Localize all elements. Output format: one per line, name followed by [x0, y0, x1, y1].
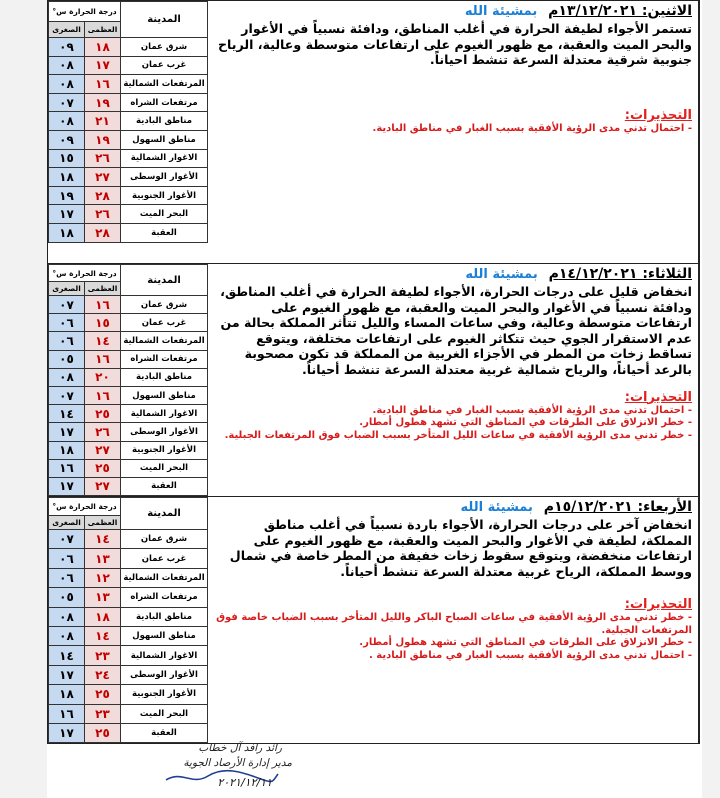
- max-temp: ٢٣: [85, 646, 121, 665]
- max-temp: ١٦: [85, 386, 121, 404]
- min-temp: ٠٦: [49, 549, 85, 568]
- max-temp: ١٩: [85, 93, 121, 112]
- warnings-title: التحذيرات:: [624, 597, 692, 613]
- city-name: الأغوار الجنوبية: [121, 186, 208, 205]
- max-temp: ٢٥: [85, 723, 121, 742]
- temperature-table: [48, 264, 208, 496]
- temperature-table: [48, 497, 208, 743]
- min-temp: ٠٨: [49, 75, 85, 94]
- max-temp: ٢٨: [85, 186, 121, 205]
- min-temp: ٠٦: [49, 568, 85, 587]
- day-forecast-text: [210, 264, 699, 496]
- warning-item: - احتمال تدني مدى الرؤية الأفقية بسبب الغبار في مناطق البادية.: [372, 404, 692, 416]
- max-temp: ١٨: [85, 607, 121, 626]
- max-temp: ٢٥: [85, 459, 121, 477]
- min-temp: ٠٦: [49, 332, 85, 350]
- city-name: العقبة: [121, 477, 208, 495]
- city-name: مناطق البادية: [121, 607, 208, 626]
- warning-item: - خطر الانزلاق على الطرقات في المناطق التي تشهد هطول أمطار.: [359, 637, 692, 649]
- min-temp: ١٥: [49, 149, 85, 168]
- min-temp: ١٧: [49, 423, 85, 441]
- city-name: مرتفعات الشراه: [121, 588, 208, 607]
- min-temp: ١٨: [49, 685, 85, 704]
- day-block-wednesday: [47, 496, 700, 744]
- signature-date: ٢٠٢١/١٢/١١: [217, 776, 272, 789]
- warning-item: - خطر الانزلاق على الطرقات في المناطق التي تشهد هطول أمطار.: [359, 417, 692, 429]
- city-name: الاغوار الشمالية: [121, 405, 208, 423]
- day-heading: [216, 266, 692, 283]
- forecast-paragraph: انخفاض آخر على درجات الحرارة، الأجواء باردة نسبياً في أغلب مناطق المملكة، لطيفة في الأغوار والبحر الميت والعقبة، مع ظهور الغيوم على ارتفاعات منخفضة، ويتوقع سقوط زخات خفيفة من المطر خاصة في شمال ووسط المملكة، الرياح غربية معتدلة السرعة تنشط أحياناً.: [229, 517, 692, 579]
- min-temp: ٠٧: [49, 93, 85, 112]
- blessing-text: بمشيئة الله: [464, 4, 538, 19]
- min-temp: ٠٥: [49, 588, 85, 607]
- min-temp: ١٤: [49, 646, 85, 665]
- max-temp: ٢٥: [85, 405, 121, 423]
- city-name: الأغوار الجنوبية: [121, 441, 208, 459]
- temperature-table-wrap: [48, 1, 210, 263]
- day-heading: [216, 3, 692, 20]
- day-forecast-text: [210, 497, 699, 743]
- city-name: غرب عمان: [121, 549, 208, 568]
- max-temp: ٢٧: [85, 168, 121, 187]
- min-temp: ١٤: [49, 405, 85, 423]
- city-header: المدينة: [121, 2, 208, 38]
- city-name: غرب عمان: [121, 314, 208, 332]
- city-name: مناطق السهول: [121, 130, 208, 149]
- temperature-table-wrap: [48, 264, 210, 496]
- min-temp: ١٨: [49, 223, 85, 242]
- max-temp: ١٦: [85, 75, 121, 94]
- min-temp: ٠٥: [49, 350, 85, 368]
- max-temp: ٢٠: [85, 368, 121, 386]
- day-forecast-text: [210, 1, 699, 263]
- max-header: العظمى: [85, 282, 121, 296]
- warnings-title: التحذيرات:: [624, 389, 692, 405]
- min-temp: ٠٩: [49, 130, 85, 149]
- signature-block: [97, 742, 337, 798]
- max-temp: ١٦: [85, 296, 121, 314]
- day-title: الاثنين: ١٣/١٢/٢٠٢١م: [548, 3, 692, 19]
- day-block-monday: [47, 0, 700, 264]
- city-header: المدينة: [121, 498, 208, 530]
- forecast-paragraph: تستمر الأجواء لطيفة الحرارة في أغلب المناطق، ودافئة نسبياً في الأغوار والبحر الميت والعقبة، مع ظهور الغيوم على ارتفاعات متوسطة وعالية، الرياح جنوبية شرقية معتدلة السرعة تنشط احياناً.: [217, 21, 692, 68]
- max-temp: ١٩: [85, 130, 121, 149]
- max-temp: ١٨: [85, 38, 121, 57]
- city-name: العقبة: [121, 223, 208, 242]
- max-temp: ٢٦: [85, 423, 121, 441]
- day-title: الأربعاء: ١٥/١٢/٢٠٢١م: [543, 499, 692, 515]
- city-name: الأغوار الجنوبية: [121, 685, 208, 704]
- max-temp: ٢٧: [85, 441, 121, 459]
- max-temp: ٢٤: [85, 665, 121, 684]
- max-header: العظمى: [85, 22, 121, 38]
- warnings-list: [216, 612, 692, 662]
- city-name: الأغوار الوسطى: [121, 168, 208, 187]
- temperature-header: درجة الحرارة س°: [49, 2, 121, 22]
- city-name: شرق عمان: [121, 38, 208, 57]
- city-name: مناطق البادية: [121, 112, 208, 131]
- forecast-paragraph: انخفاض قليل على درجات الحرارة، الأجواء لطيفة الحرارة في أغلب المناطق، ودافئة نسبياً في الأغوار والبحر الميت والعقبة، مع ظهور الغيوم على ارتفاعات متوسطة وعالية، وفي ساعات المساء والليل تتأثر المملكة بحالة من عدم الاستقرار الجوي حيث تتكاثر الغيوم على ارتفاعات مختلفة، ويتوقع تساقط زخات من المطر في الأجزاء الغربية من المملكة قد تكون مصحوبة بالرعد أحياناً، والرياح شمالية غربية معتدلة السرعة تنشط أحياناً.: [220, 284, 692, 377]
- min-temp: ٠٨: [49, 607, 85, 626]
- min-temp: ١٨: [49, 441, 85, 459]
- min-temp: ٠٧: [49, 530, 85, 549]
- city-name: شرق عمان: [121, 530, 208, 549]
- min-temp: ١٧: [49, 205, 85, 224]
- forecast-sheet: [47, 0, 702, 798]
- max-temp: ١٤: [85, 626, 121, 645]
- warning-item: - احتمال تدني مدى الرؤية الأفقية بسبب الغبار في مناطق البادية .: [369, 649, 692, 661]
- max-temp: ٢٧: [85, 477, 121, 495]
- city-name: شرق عمان: [121, 296, 208, 314]
- city-name: مرتفعات الشراه: [121, 350, 208, 368]
- blessing-text: بمشيئة الله: [460, 500, 533, 515]
- min-temp: ١٦: [49, 704, 85, 723]
- warnings-list: [216, 405, 692, 443]
- city-name: العقبة: [121, 723, 208, 742]
- min-temp: ٠٨: [49, 626, 85, 645]
- max-temp: ١٦: [85, 350, 121, 368]
- city-name: الأغوار الوسطى: [121, 665, 208, 684]
- max-temp: ١٤: [85, 530, 121, 549]
- warning-item: - احتمال تدني مدى الرؤية الأفقية بسبب الغبار في مناطق البادية.: [372, 122, 692, 134]
- min-temp: ١٩: [49, 186, 85, 205]
- min-temp: ٠٨: [49, 368, 85, 386]
- temperature-table: [48, 1, 208, 243]
- city-name: المرتفعات الشمالية: [121, 332, 208, 350]
- city-name: غرب عمان: [121, 56, 208, 75]
- min-header: الصغرى: [49, 282, 85, 296]
- warning-item: - خطر تدني مدى الرؤية الأفقية في ساعات الليل المتأخر بسبب الضباب فوق المرتفعات الجبلية.: [224, 429, 692, 441]
- city-name: البحر الميت: [121, 205, 208, 224]
- min-temp: ١٧: [49, 723, 85, 742]
- min-temp: ٠٧: [49, 386, 85, 404]
- min-temp: ٠٦: [49, 314, 85, 332]
- city-name: المرتفعات الشمالية: [121, 75, 208, 94]
- city-name: البحر الميت: [121, 704, 208, 723]
- max-temp: ١٤: [85, 332, 121, 350]
- max-temp: ٢٦: [85, 205, 121, 224]
- city-name: مناطق السهول: [121, 386, 208, 404]
- max-temp: ٢٨: [85, 223, 121, 242]
- city-name: الاغوار الشمالية: [121, 646, 208, 665]
- temperature-table-wrap: [48, 497, 210, 743]
- temperature-header: درجة الحرارة س°: [49, 498, 121, 516]
- day-block-tuesday: [47, 263, 700, 497]
- max-temp: ١٧: [85, 56, 121, 75]
- min-temp: ١٦: [49, 459, 85, 477]
- max-temp: ٢٦: [85, 149, 121, 168]
- signatory-title: مدير إدارة الأرصاد الجوية: [183, 757, 292, 769]
- min-temp: ٠٨: [49, 56, 85, 75]
- warnings-title: التحذيرات:: [624, 107, 692, 123]
- day-title: الثلاثاء: ١٤/١٢/٢٠٢١م: [548, 266, 692, 282]
- city-name: مرتفعات الشراه: [121, 93, 208, 112]
- min-temp: ٠٧: [49, 296, 85, 314]
- max-temp: ١٢: [85, 568, 121, 587]
- city-name: المرتفعات الشمالية: [121, 568, 208, 587]
- signatory-name: رائد رافد آل خطاب: [198, 742, 282, 754]
- city-name: مناطق البادية: [121, 368, 208, 386]
- max-temp: ١٥: [85, 314, 121, 332]
- max-temp: ٢٣: [85, 704, 121, 723]
- warning-item: - خطر تدني مدى الرؤية الأفقية في ساعات الصباح الباكر والليل المتأخر بسبب الضباب خاصة فوق المرتفعات الجبلية.: [216, 612, 692, 636]
- temperature-header: درجة الحرارة س°: [49, 265, 121, 282]
- city-name: الأغوار الوسطى: [121, 423, 208, 441]
- max-header: العظمى: [85, 516, 121, 530]
- city-name: مناطق السهول: [121, 626, 208, 645]
- min-temp: ١٨: [49, 168, 85, 187]
- day-heading: [216, 499, 692, 516]
- city-name: الاغوار الشمالية: [121, 149, 208, 168]
- min-temp: ١٧: [49, 477, 85, 495]
- min-header: الصغرى: [49, 516, 85, 530]
- min-temp: ٠٨: [49, 112, 85, 131]
- max-temp: ٢١: [85, 112, 121, 131]
- max-temp: ١٣: [85, 588, 121, 607]
- min-header: الصغرى: [49, 22, 85, 38]
- warnings-list: [216, 123, 692, 136]
- city-name: البحر الميت: [121, 459, 208, 477]
- max-temp: ١٣: [85, 549, 121, 568]
- blessing-text: بمشيئة الله: [465, 267, 538, 282]
- min-temp: ٠٩: [49, 38, 85, 57]
- max-temp: ٢٥: [85, 685, 121, 704]
- min-temp: ١٧: [49, 665, 85, 684]
- city-header: المدينة: [121, 265, 208, 296]
